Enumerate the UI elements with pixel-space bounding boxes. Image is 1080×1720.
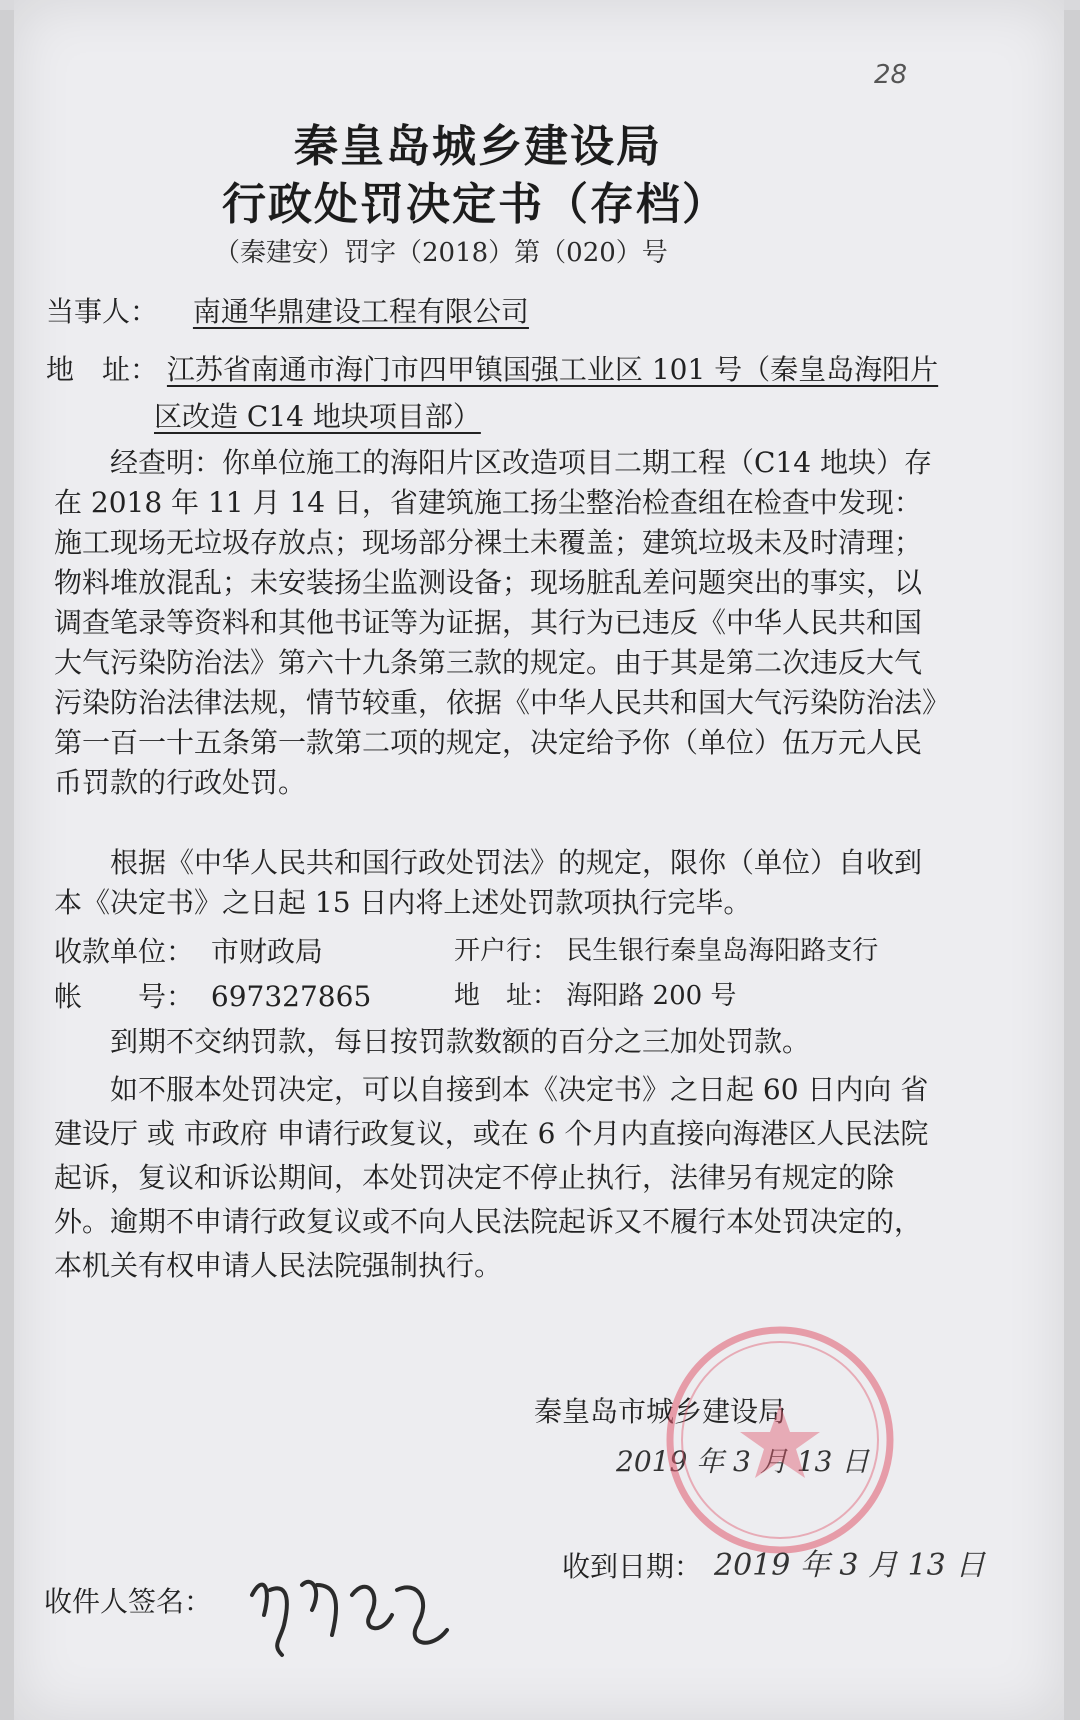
bank-address-label: 地 址： bbox=[454, 981, 559, 1011]
account-row bbox=[54, 975, 371, 1015]
page-number: 28 bbox=[874, 60, 908, 90]
address-value-line1: 江苏省南通市海门市四甲镇国强工业区 101 号（秦皇岛海阳片 bbox=[166, 353, 939, 386]
appeal-paragraph bbox=[54, 1068, 944, 1288]
payee-label: 收款单位： bbox=[54, 935, 195, 968]
official-seal-stamp bbox=[662, 1322, 898, 1558]
bank-value: 民生银行秦皇岛海阳路支行 bbox=[566, 936, 879, 966]
account-value: 697327865 bbox=[210, 980, 372, 1013]
late-fee-paragraph bbox=[54, 1022, 944, 1062]
recipient-signature-label: 收件人签名： bbox=[44, 1585, 213, 1618]
recipient-handwritten-signature bbox=[242, 1555, 492, 1665]
account-label: 帐 号： bbox=[54, 980, 195, 1013]
document-sheet bbox=[14, 0, 1064, 1720]
address-label: 地 址： bbox=[46, 353, 159, 386]
received-date-label: 收到日期： bbox=[562, 1550, 703, 1583]
bank-address-value: 海阳路 200 号 bbox=[566, 981, 737, 1011]
party-row bbox=[46, 290, 557, 330]
bank-address-row bbox=[454, 975, 736, 1012]
payment-deadline-text: 根据《中华人民共和国行政处罚法》的规定，限你（单位）自收到本《决定书》之日起 15 日内将上述处罚款项执行完毕。 bbox=[54, 846, 923, 919]
address-row-cont bbox=[154, 395, 481, 435]
findings-text: 经查明：你单位施工的海阳片区改造项目二期工程（C14 地块）存在 2018 年 11 月 14 日，省建筑施工扬尘整治检查组在检查中发现：施工现场无垃圾存放点；现场部分裸土未覆盖；建筑垃圾未及时清理；物料堆放混乱；未安装扬尘监测设备；现场脏乱差问题突出的事实，以调查笔录等资料和其他书证等为证据，其行为已违反《中华人民共和国大气污染防治法》第六十九条第三款的规定。由于其是第二次违反大气污染防治法律法规，情节较重，依据《中华人民共和国大气污染防治法》第一百一十五条第一款第二项的规定，决定给予你（单位）伍万元人民币罚款的行政处罚。 bbox=[54, 446, 937, 799]
issue-date: 2019 年 3 月 13 日 bbox=[616, 1445, 870, 1478]
payee-value: 市财政局 bbox=[210, 935, 323, 968]
bank-row bbox=[454, 930, 878, 967]
late-fee-text: 到期不交纳罚款，每日按罚款数额的百分之三加处罚款。 bbox=[110, 1025, 811, 1058]
appeal-text: 如不服本处罚决定，可以自接到本《决定书》之日起 60 日内向 省建设厅 或 市政府 申请行政复议，或在 6 个月内直接向海港区人民法院起诉，复议和诉讼期间，本处罚决定不停止执行，法律另有规定的除外。逾期不申请行政复议或不向人民法院起诉又不履行本处罚决定的，本机关有权申请人民法院强制执行。 bbox=[54, 1073, 929, 1282]
received-date-value: 2019 年 3 月 13 日 bbox=[714, 1548, 986, 1583]
document-title: 行政处罚决定书（存档） bbox=[222, 179, 728, 230]
party-value: 南通华鼎建设工程有限公司 bbox=[192, 295, 529, 328]
bank-label: 开户行： bbox=[454, 936, 559, 966]
address-row bbox=[46, 348, 938, 388]
payee-row bbox=[54, 930, 323, 970]
findings-paragraph bbox=[54, 443, 944, 803]
address-value-line2: 区改造 C14 地块项目部） bbox=[154, 400, 481, 433]
document-title-issuer: 秦皇岛城乡建设局 bbox=[294, 121, 662, 172]
issuer-name: 秦皇岛市城乡建设局 bbox=[534, 1395, 787, 1428]
document-number: （秦建安）罚字（2018）第（020）号 bbox=[214, 238, 668, 268]
party-label: 当事人： bbox=[46, 295, 159, 328]
payment-deadline-paragraph bbox=[54, 843, 944, 923]
